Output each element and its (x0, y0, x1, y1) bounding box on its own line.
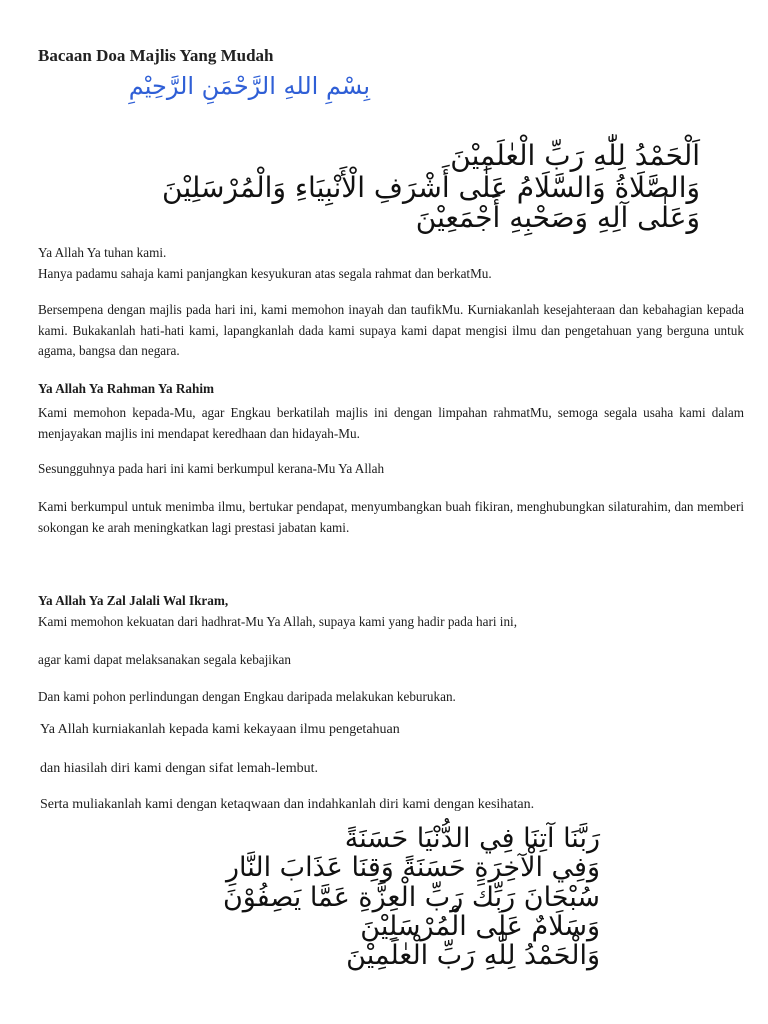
document-title: Bacaan Doa Majlis Yang Mudah (38, 46, 274, 65)
paragraph-menimba-ilmu: Kami berkumpul untuk menimba ilmu, bertukar pendapat, menyumbangkan buah fikiran, menghubungkan silaturahim, dan memberi sokongan ke arah meningkatkan lagi prestasi jabatan kami. (38, 499, 744, 535)
paragraph-kekuatan: Kami memohon kekuatan dari hadhrat-Mu Ya Allah, supaya kami yang hadir pada hari ini, (38, 614, 518, 629)
paragraph-kebajikan: agar kami dapat melaksanakan segala kebajikan (38, 652, 292, 667)
closing-arabic-line-2: وَفِي الْآخِرَةِ حَسَنَةً وَقِنَا عَذَابَ النَّارِ (225, 852, 600, 883)
opening-arabic-line-2: وَالصَّلَاةُ وَالسَّلَامُ عَلٰى أَشْرَفِ الْأَنْبِيَاءِ وَالْمُرْسَلِيْنَ (162, 171, 700, 204)
closing-arabic-line-1: رَبَّنَا آتِنَا فِي الدُّنْيَا حَسَنَةً (344, 823, 600, 854)
paragraph-perlindungan: Dan kami pohon perlindungan dengan Engkau daripada melakukan keburukan. (38, 689, 456, 704)
opening-arabic-line-1: اَلْحَمْدُ لِلّٰهِ رَبِّ الْعٰلَمِيْنَ (450, 139, 700, 172)
closing-arabic-line-3: سُبْحَانَ رَبِّكَ رَبِّ الْعِزَّةِ عَمَّا يَصِفُوْنَ (222, 882, 600, 913)
prayer-line-2: Hanya padamu sahaja kami panjangkan kesyukuran atas segala rahmat dan berkatMu. (38, 266, 492, 281)
paragraph-ilmu: Ya Allah kurniakanlah kepada kami kekayaan ilmu pengetahuan (40, 722, 400, 737)
prayer-line-1: Ya Allah Ya tuhan kami. (38, 245, 167, 260)
paragraph-berkumpul: Sesungguhnya pada hari ini kami berkumpul kerana-Mu Ya Allah (38, 461, 385, 476)
paragraph-memohon: Kami memohon kepada-Mu, agar Engkau berkatilah majlis ini dengan limpahan rahmatMu, semoga segala usaha kami dalam menjayakan majlis ini mendapat keredhaan dan hidayah-Mu. (38, 405, 744, 441)
closing-arabic-line-5: وَالْحَمْدُ لِلّٰهِ رَبِّ الْعٰلَمِيْنَ (346, 940, 600, 971)
heading-rahman-rahim: Ya Allah Ya Rahman Ya Rahim (38, 381, 214, 396)
paragraph-lemah-lembut: dan hiasilah diri kami dengan sifat lemah-lembut. (40, 761, 318, 776)
opening-arabic-line-3: وَعَلٰى آلِهِ وَصَحْبِهِ أَجْمَعِيْنَ (415, 201, 700, 234)
paragraph-kesihatan: Serta muliakanlah kami dengan ketaqwaan dan indahkanlah diri kami dengan kesihatan. (40, 797, 535, 812)
basmala-text: بِسْمِ اللهِ الرَّحْمَنِ الرَّحِيْمِ (128, 72, 370, 100)
closing-arabic-line-4: وَسَلَامٌ عَلَى الْمُرْسَلِيْنَ (360, 911, 600, 942)
paragraph-bersempena: Bersempena dengan majlis pada hari ini, kami memohon inayah dan taufikMu. Kurniakanlah kesejahteraan dan kebahagian kepada kami. Bukakanlah hati-hati kami, lapangkanlah dada kami supaya kami dapat mengisi ilmu dan pengetahuan yang berguna untuk agama, bangsa dan negara. (38, 302, 744, 358)
heading-zal-jalali: Ya Allah Ya Zal Jalali Wal Ikram, (38, 593, 229, 608)
